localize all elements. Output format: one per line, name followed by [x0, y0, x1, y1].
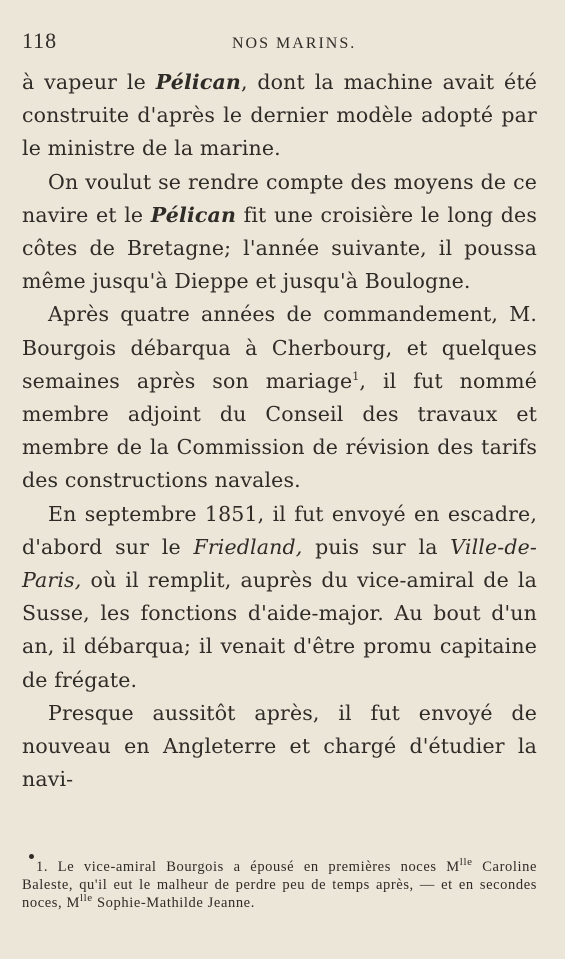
text-run: En septembre 1851, il fut envoyé en escadre, d'abord sur le [22, 501, 537, 559]
text-run: à vapeur le [22, 70, 156, 94]
footnote-marker: 1. [36, 859, 49, 875]
text-run: On voulut se rendre compte des moyens de ce navire et le [22, 169, 537, 227]
running-head: NOS MARINS. [232, 35, 357, 52]
ship-name: Friedland, [193, 534, 303, 559]
page-number: 118 [22, 28, 58, 53]
footnote-text: Caroline Baleste, qu'il eut le malheur de perdre peu de temps après, — et en secondes noces, M [22, 859, 537, 911]
paragraph [22, 66, 537, 166]
title-abbrev: lle [459, 856, 473, 869]
text-run: Après quatre années de commandement, M. Bourgois débarqua à Cherbourg, et quelques semaines après son mariage [22, 302, 537, 393]
ship-name: Pélican [150, 202, 236, 227]
paragraph [22, 697, 537, 797]
body-text [22, 66, 537, 796]
paragraph [22, 166, 537, 299]
footnote-text: Sophie-Mathilde Jeanne. [92, 895, 255, 911]
footnote-text: Le vice-amiral Bourgois a épousé en premières noces M [48, 859, 460, 875]
footnote-reference[interactable]: 1 [352, 370, 360, 383]
paragraph [22, 298, 537, 497]
paragraph [22, 498, 537, 697]
footnotes [22, 858, 537, 912]
text-run: puis sur la [302, 534, 451, 559]
page-header [22, 28, 537, 62]
ship-name: Pélican [155, 70, 241, 94]
footnote [22, 858, 537, 912]
text-run: où il remplit, auprès du vice-amiral de la Susse, les fonctions d'aide-major. Au bout d'un an, il débarqua; il venait d'être promu capitaine de frégate. [22, 568, 537, 692]
title-abbrev: lle [79, 892, 93, 905]
ship-name: Ville-de-Paris, [22, 534, 537, 593]
text-run: , il fut nommé membre adjoint du Conseil des travaux et membre de la Commission de révision des tarifs des constructions navales. [22, 368, 537, 493]
text-run: Presque aussitôt après, il fut envoyé de nouveau en Angleterre et chargé d'étudier la navi- [22, 700, 537, 792]
text-run: fit une croisière le long des côtes de Bretagne; l'année suivante, il poussa même jusqu'à Dieppe et jusqu'à Boulogne. [22, 202, 537, 294]
text-run: , dont la machine avait été construite d'après le dernier modèle adopté par le ministre de la marine. [22, 70, 538, 161]
